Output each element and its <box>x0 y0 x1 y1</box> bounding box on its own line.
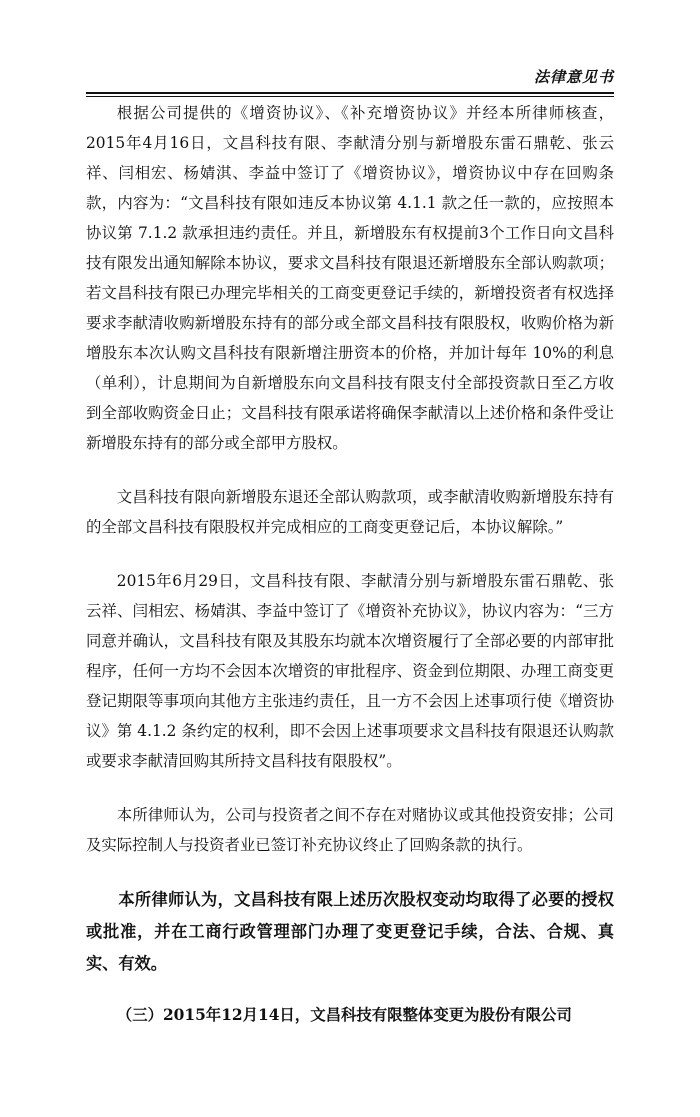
header-divider-thick <box>86 92 614 94</box>
paragraph-no-gambling-agreement: 本所律师认为，公司与投资者之间不存在对赌协议或其他投资安排；公司及实际控制人与投资者业已签订补充协议终止了回购条款的执行。 <box>86 806 614 854</box>
document-body <box>86 98 614 1054</box>
document-header-title: 法律意见书 <box>533 68 614 86</box>
paragraph-legal-conclusion: 本所律师认为，文昌科技有限上述历次股权变动均取得了必要的授权或批准，并在工商行政管理部门办理了变更登记手续，合法、合规、真实、有效。 <box>86 890 614 973</box>
paragraph-supplementary-agreement: 2015年6月29日，文昌科技有限、李献清分别与新增股东雷石鼎乾、张云祥、闫相宏、杨婧淇、李益中签订了《增资补充协议》，协议内容为：“三方同意并确认，文昌科技有限及其股东均就本次增资履行了全部必要的内部审批程序，任何一方均不会因本次增资的审批程序、资金到位期限、办理工商变更登记期限等事项向其他方主张违约责任，且一方不会因上述事项行使《增资协议》第 4.1.2 条约定的权利，即不会因上述事项要求文昌科技有限退还认购款或要求李献清回购其所持文昌科技有限股权”。 <box>86 572 614 770</box>
paragraph-agreement-termination: 文昌科技有限向新增股东退还全部认购款项，或李献清收购新增股东持有的全部文昌科技有限股权并完成相应的工商变更登记后，本协议解除。” <box>86 488 614 536</box>
paragraph-capital-increase-agreement: 根据公司提供的《增资协议》、《补充增资协议》并经本所律师核查，2015年4月16日，文昌科技有限、李献清分别与新增股东雷石鼎乾、张云祥、闫相宏、杨婧淇、李益中签订了《增资协议》，增资协议中存在回购条款，内容为：“文昌科技有限如违反本协议第 4.1.1 款之任一款的，应按照本协议第 7.1.2 款承担违约责任。并且，新增股东有权提前3个工作日向文昌科技有限发出通知解除本协议，要求文昌科技有限退还新增股东全部认购款项；若文昌科技有限已办理完毕相关的工商变更登记手续的，新增投资者有权选择要求李献清收购新增股东持有的部分或全部文昌科技有限股权，收购价格为新增股东本次认购文昌科技有限新增注册资本的价格，并加计每年 10%的利息（单利），计息期间为自新增股东向文昌科技有限支付全部投资款日至乙方收到全部收购资金日止；文昌科技有限承诺将确保李献清以上述价格和条件受让新增股东持有的部分或全部甲方股权。 <box>86 104 614 452</box>
header-divider-thin <box>86 96 614 97</box>
section-heading-restructuring: （三）2015年12月14日，文昌科技有限整体变更为股份有限公司 <box>116 1006 572 1024</box>
